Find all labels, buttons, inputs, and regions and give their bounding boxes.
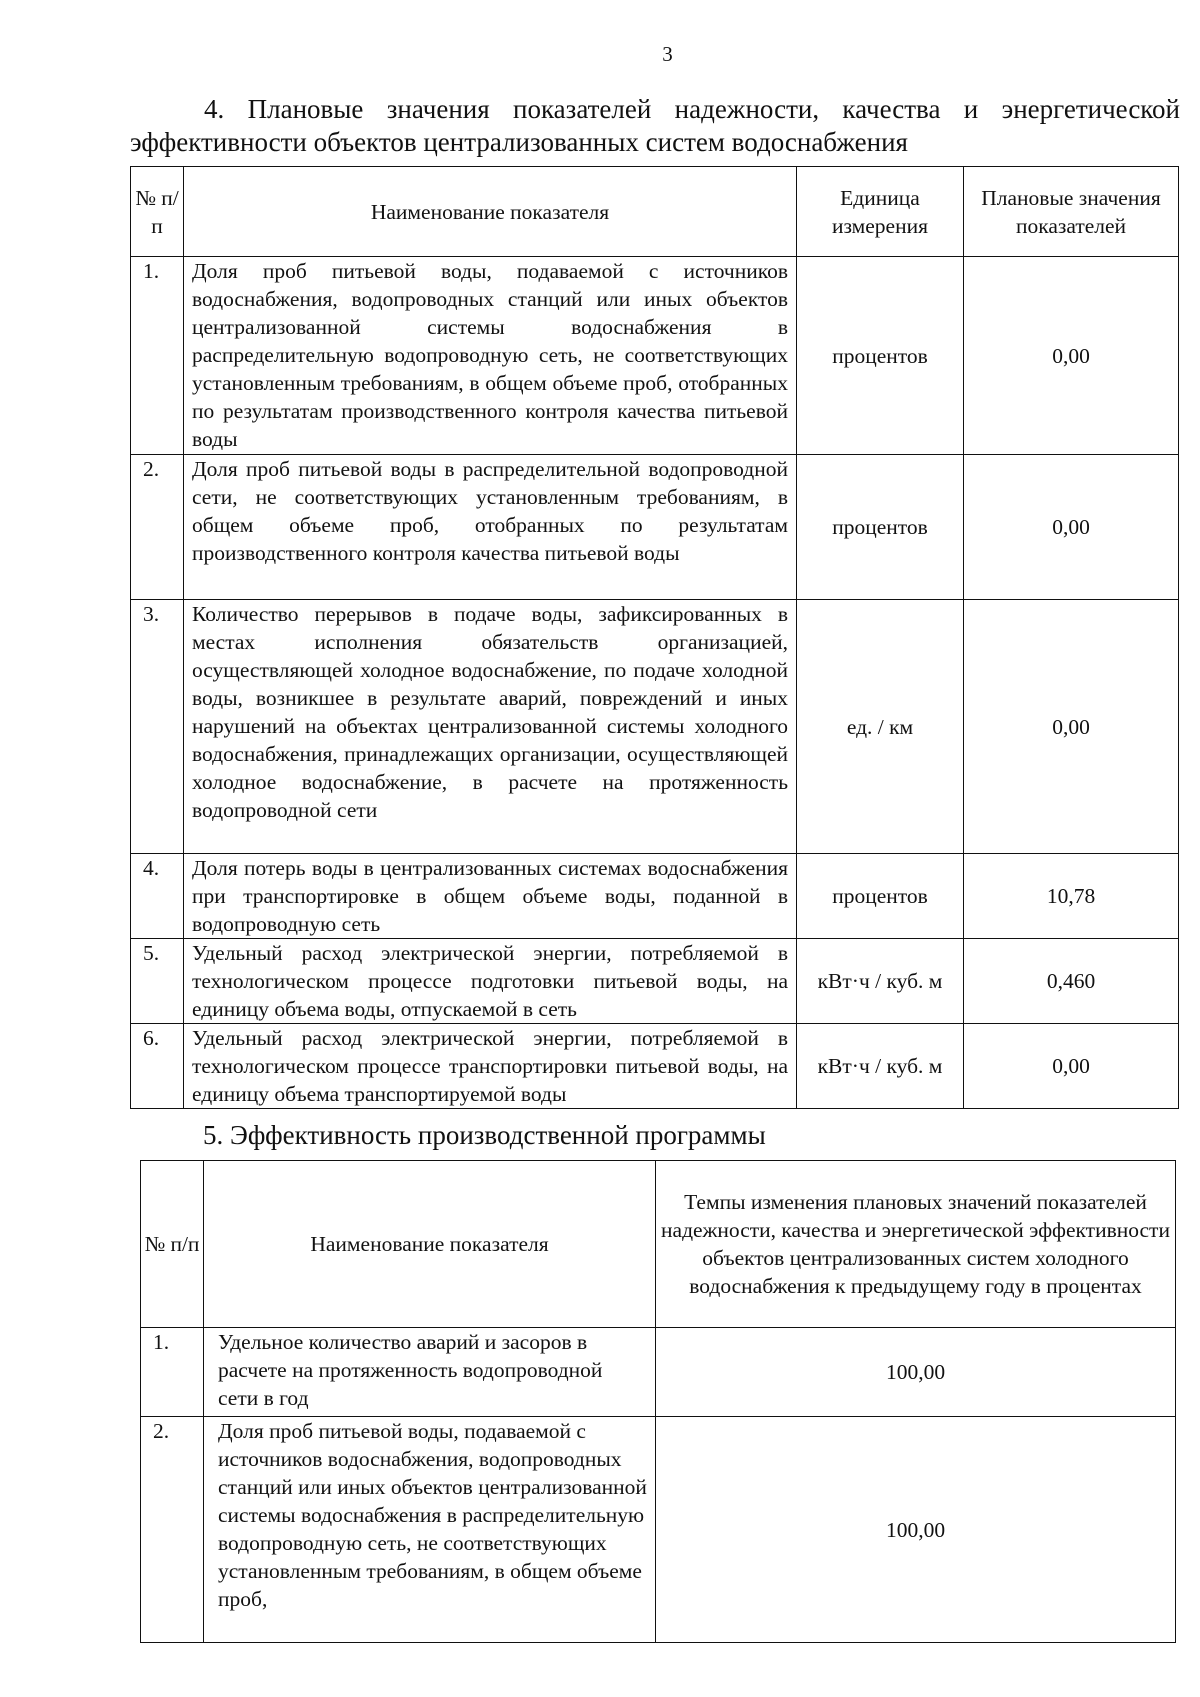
header-value: Плановые значения показателей [964, 167, 1179, 257]
program-efficiency-table [140, 1160, 1176, 1643]
table-row [131, 1024, 1179, 1109]
row-num: 2. [131, 455, 184, 600]
header-name: Наименование показателя [184, 167, 797, 257]
table-row [131, 600, 1179, 854]
row-value: 100,00 [656, 1328, 1176, 1417]
row-value: 0,00 [964, 257, 1179, 455]
table-row [141, 1328, 1176, 1417]
row-name: Доля проб питьевой воды в распределительной водопроводной сети, не соответствующих установленным требованиям, в общем объеме проб, отобранных по результатам производственного контроля качества питьевой воды [184, 455, 797, 600]
row-value: 0,00 [964, 600, 1179, 854]
table-header-row [131, 167, 1179, 257]
row-name: Доля проб питьевой воды, подаваемой с источников водоснабжения, водопроводных станций или иных объектов централизованной системы водоснабжения в распределительную водопроводную сеть, не соответствующих установленным требованиям, в общем объеме проб, [204, 1417, 656, 1643]
row-name: Удельное количество аварий и засоров в расчете на протяженность водопроводной сети в год [204, 1328, 656, 1417]
row-num: 2. [141, 1417, 204, 1643]
row-num: 1. [141, 1328, 204, 1417]
row-name: Доля потерь воды в централизованных системах водоснабжения при транспортировке в общем объеме воды, поданной в водопроводную сеть [184, 854, 797, 939]
table-row [131, 455, 1179, 600]
table-row [131, 257, 1179, 455]
row-unit: процентов [797, 257, 964, 455]
row-num: 1. [131, 257, 184, 455]
row-unit: кВт·ч / куб. м [797, 1024, 964, 1109]
row-value: 10,78 [964, 854, 1179, 939]
row-name: Доля проб питьевой воды, подаваемой с источников водоснабжения, водопроводных станций или иных объектов централизованной системы водоснабжения в распределительную водопроводную сеть, не соответствующих установленным требованиям, в общем объеме проб, отобранных по результатам производственного контроля качества питьевой воды [184, 257, 797, 455]
section-5-title: 5. Эффективность производственной программы [203, 1120, 766, 1150]
table-row [141, 1417, 1176, 1643]
row-value: 0,00 [964, 455, 1179, 600]
row-value: 0,00 [964, 1024, 1179, 1109]
row-num: 5. [131, 939, 184, 1024]
row-unit: процентов [797, 854, 964, 939]
header-name: Наименование показателя [204, 1161, 656, 1328]
header-num: № п/п [131, 167, 184, 257]
row-num: 6. [131, 1024, 184, 1109]
row-name: Количество перерывов в подаче воды, зафиксированных в местах исполнения обязательств организацией, осуществляющей холодное водоснабжение, по подаче холодной воды, возникшее в результате аварий, повреждений и иных нарушений на объектах централизованной системы холодного водоснабжения, принадлежащих организации, осуществляющей холодное водоснабжение, в расчете на протяженность водопроводной сети [184, 600, 797, 854]
row-num: 3. [131, 600, 184, 854]
page-number: 3 [662, 42, 673, 66]
row-name: Удельный расход электрической энергии, потребляемой в технологическом процессе транспортировки питьевой воды, на единицу объема транспортируемой воды [184, 1024, 797, 1109]
table-header-row [141, 1161, 1176, 1328]
row-value: 0,460 [964, 939, 1179, 1024]
header-unit: Единица измерения [797, 167, 964, 257]
row-unit: кВт·ч / куб. м [797, 939, 964, 1024]
row-unit: ед. / км [797, 600, 964, 854]
reliability-indicators-table [130, 166, 1179, 1109]
table-row [131, 939, 1179, 1024]
row-num: 4. [131, 854, 184, 939]
section-4-title: 4. Плановые значения показателей надежности, качества и энергетической эффективности объектов централизованных систем водоснабжения [130, 94, 1180, 157]
header-value: Темпы изменения плановых значений показателей надежности, качества и энергетической эффективности объектов централизованных систем холодного водоснабжения к предыдущему году в процентах [656, 1161, 1176, 1328]
header-num: № п/п [141, 1161, 204, 1328]
table-row [131, 854, 1179, 939]
row-unit: процентов [797, 455, 964, 600]
row-value: 100,00 [656, 1417, 1176, 1643]
row-name: Удельный расход электрической энергии, потребляемой в технологическом процессе подготовки питьевой воды, на единицу объема воды, отпускаемой в сеть [184, 939, 797, 1024]
